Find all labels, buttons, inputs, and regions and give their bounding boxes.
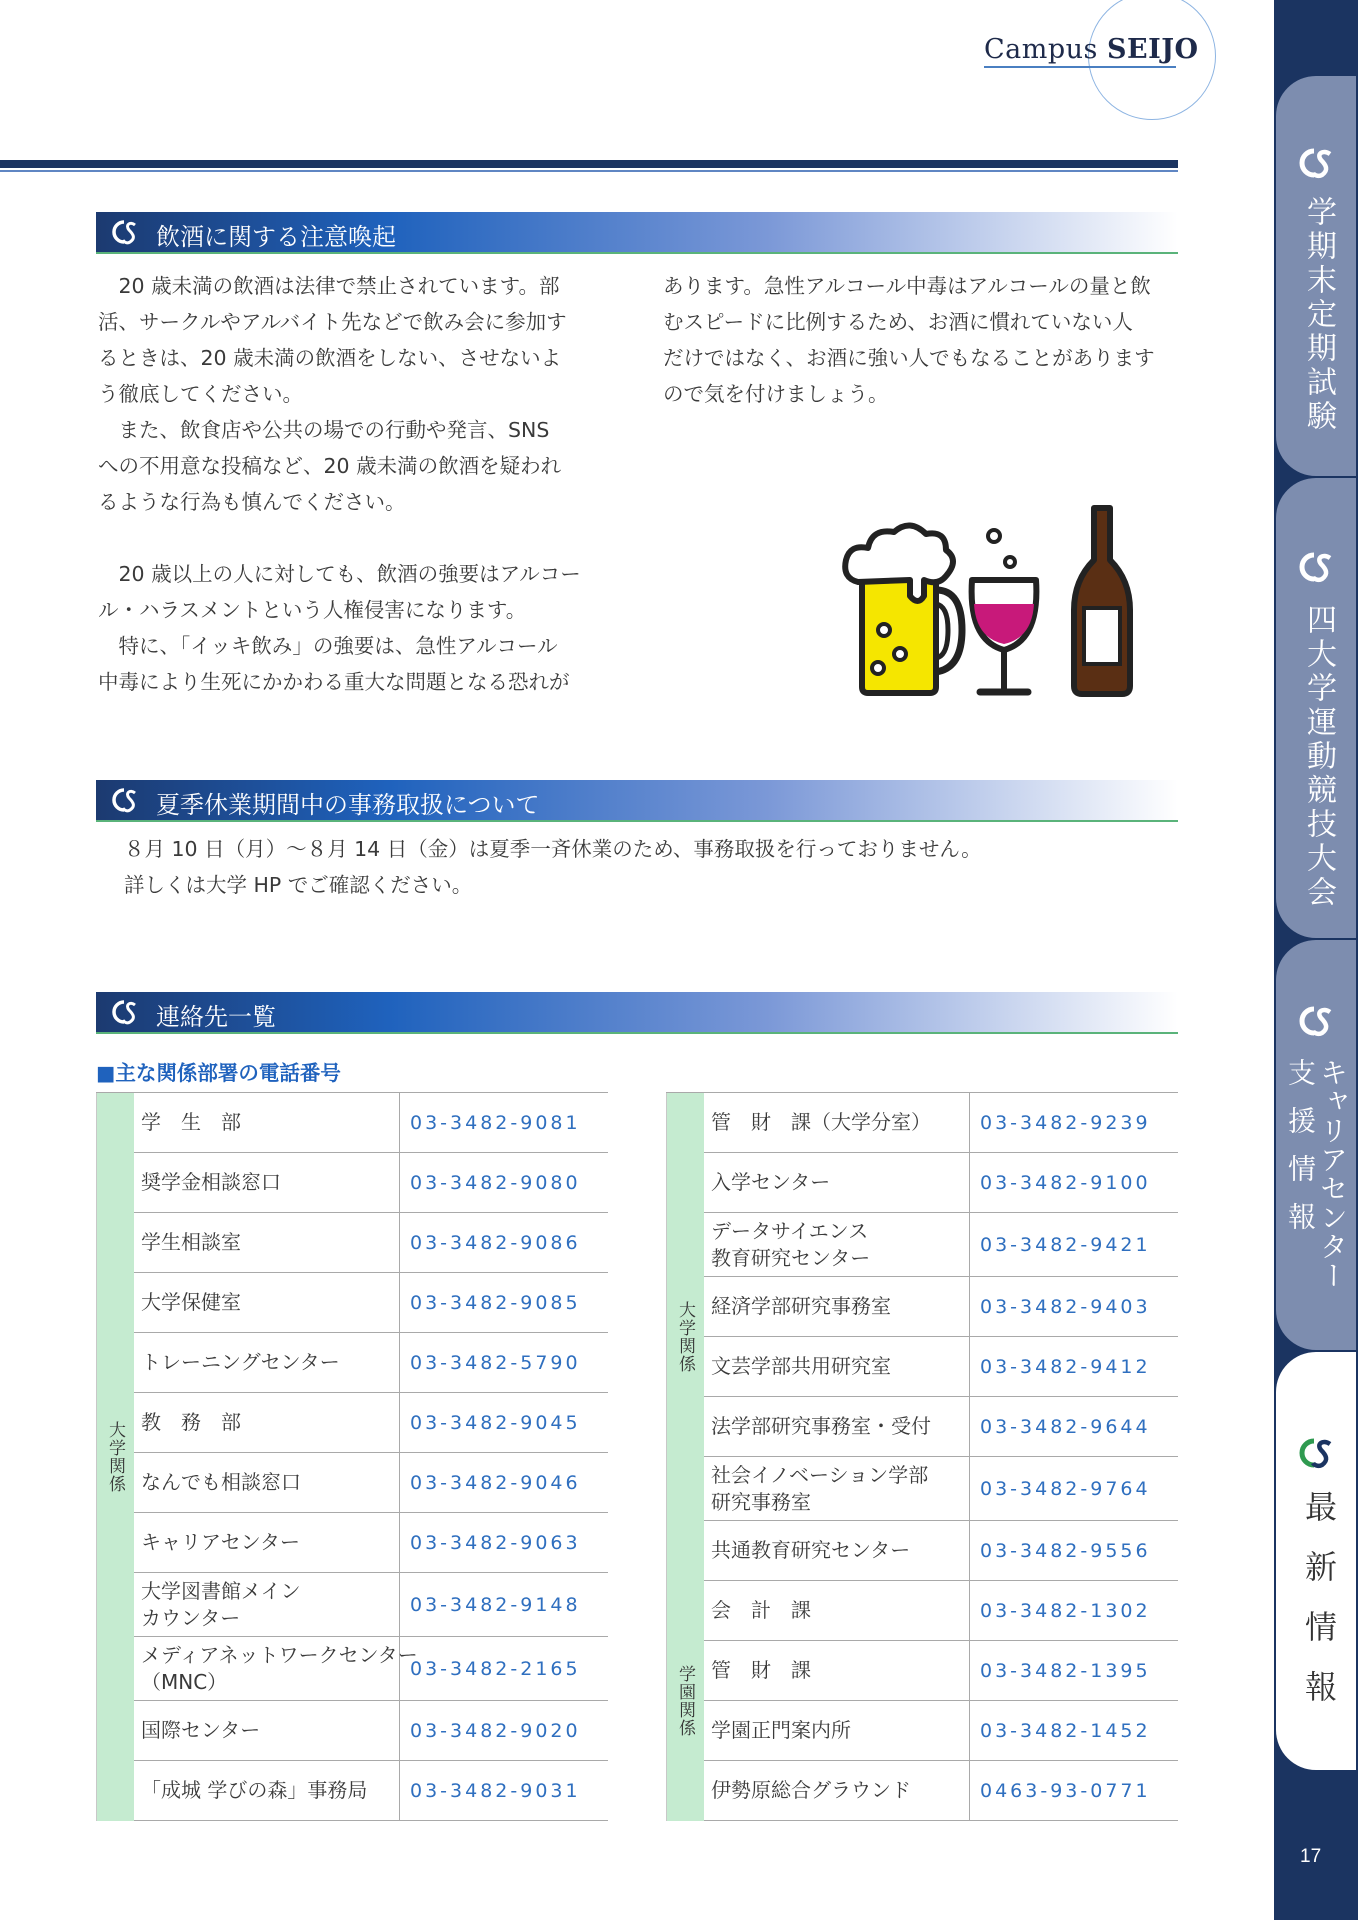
phone-number: 03-3482-9403 xyxy=(980,1295,1151,1318)
table-row xyxy=(704,1701,1178,1761)
contacts-subheading: ■主な関係部署の電話番号 xyxy=(96,1061,341,1085)
department-name: 学園正門案内所 xyxy=(704,1701,970,1760)
department-name: 学生相談室 xyxy=(134,1213,400,1272)
table-row xyxy=(134,1393,608,1453)
text-line: 中毒により生死にかかわる重大な問題となる恐れが xyxy=(98,670,570,694)
phone-number: 03-3482-9148 xyxy=(410,1593,581,1616)
brand-underline xyxy=(984,66,1176,68)
section-title: 連絡先一覧 xyxy=(156,1003,276,1031)
table-group-university xyxy=(96,1093,608,1821)
section-header-drinking xyxy=(96,212,1178,254)
text-line: ル・ハラスメントという人権侵害になります。 xyxy=(98,598,527,622)
table-row xyxy=(704,1457,1178,1521)
phone-number: 03-3482-1395 xyxy=(980,1659,1151,1682)
phone-number: 03-3482-9100 xyxy=(980,1171,1151,1194)
phone-number: 03-3482-9085 xyxy=(410,1291,581,1314)
department-name: 伊勢原総合グラウンド xyxy=(704,1761,970,1820)
summer-text xyxy=(124,831,982,903)
tab-latest-news[interactable] xyxy=(1276,1352,1356,1770)
table-row xyxy=(704,1153,1178,1213)
drinking-text-left xyxy=(98,268,581,700)
text-line: むスピードに比例するため、お酒に慣れていない人 xyxy=(663,310,1133,334)
tab-career-center[interactable] xyxy=(1276,940,1356,1350)
phone-number: 03-3482-9063 xyxy=(410,1531,581,1554)
phone-number: 03-3482-9421 xyxy=(980,1233,1151,1256)
department-name: 法学部研究事務室・受付 xyxy=(704,1397,970,1456)
table-row xyxy=(704,1521,1178,1581)
department-name: 国際センター xyxy=(134,1701,400,1760)
department-name: 文芸学部共用研究室 xyxy=(704,1337,970,1396)
department-name: 経済学部研究事務室 xyxy=(704,1277,970,1336)
table-row xyxy=(704,1761,1178,1821)
phone-number: 03-3482-9556 xyxy=(980,1539,1151,1562)
department-name: メディアネットワークセンター （MNC） xyxy=(134,1637,400,1700)
page-number: 17 xyxy=(1300,1846,1322,1867)
phone-number: 03-3482-1302 xyxy=(980,1599,1151,1622)
top-rule xyxy=(0,160,1178,168)
table-row xyxy=(134,1701,608,1761)
department-name: 大学図書館メイン カウンター xyxy=(134,1573,400,1636)
phone-number: 03-3482-9020 xyxy=(410,1719,581,1742)
wine-bottle-icon xyxy=(1074,508,1130,694)
text-line: あります。急性アルコール中毒はアルコールの量と飲 xyxy=(663,274,1151,298)
tab-label-col1: キャリアセンター xyxy=(1316,1058,1349,1290)
section-header-contacts xyxy=(96,992,1178,1034)
tab-label: 最新情報 xyxy=(1300,1490,1338,1730)
tab-sports-meet[interactable] xyxy=(1276,478,1356,938)
table-row xyxy=(704,1093,1178,1153)
wine-glass-icon xyxy=(972,530,1037,692)
table-row xyxy=(134,1273,608,1333)
brand-campus: Campus xyxy=(984,34,1098,65)
table-row xyxy=(704,1581,1178,1641)
department-name: データサイエンス 教育研究センター xyxy=(704,1213,970,1276)
text-line: ので気を付けましょう。 xyxy=(663,382,889,406)
contacts-table-left xyxy=(96,1092,608,1821)
phone-number: 03-3482-5790 xyxy=(410,1351,581,1374)
tab-exams[interactable] xyxy=(1276,76,1356,476)
tab-label: 四大学運動競技大会 xyxy=(1301,604,1336,910)
table-group-university xyxy=(666,1093,1178,1581)
department-name: 管 財 課 xyxy=(704,1641,970,1700)
table-row xyxy=(134,1333,608,1393)
department-name: 学 生 部 xyxy=(134,1093,400,1152)
cs-logo-icon xyxy=(1292,1004,1338,1038)
cs-logo-icon xyxy=(108,785,142,815)
section-title: 飲酒に関する注意喚起 xyxy=(156,223,396,251)
text-line: への不用意な投稿など、20 歳未満の飲酒を疑われ xyxy=(98,454,562,478)
contacts-table-right xyxy=(666,1092,1178,1821)
cs-logo-icon xyxy=(108,217,142,247)
department-name: キャリアセンター xyxy=(134,1513,400,1572)
text-line: 活、サークルやアルバイト先などで飲み会に参加す xyxy=(98,310,567,334)
table-row xyxy=(134,1761,608,1821)
phone-number: 03-3482-9412 xyxy=(980,1355,1151,1378)
department-name: 管 財 課（大学分室） xyxy=(704,1093,970,1152)
department-name: 大学保健室 xyxy=(134,1273,400,1332)
cs-logo-icon xyxy=(1292,146,1338,180)
brand-seijo: SEIJO xyxy=(1106,34,1199,65)
department-name: 共通教育研究センター xyxy=(704,1521,970,1580)
tab-label-col2: 支援情報 xyxy=(1284,1058,1317,1250)
table-row xyxy=(134,1093,608,1153)
phone-number: 03-3482-9046 xyxy=(410,1471,581,1494)
phone-number: 03-3482-9081 xyxy=(410,1111,581,1134)
tab-label: 学期末定期試験 xyxy=(1301,196,1336,434)
category-label: 大学関係 xyxy=(675,1301,695,1373)
table-row xyxy=(134,1453,608,1513)
phone-number: 03-3482-9764 xyxy=(980,1477,1151,1500)
text-line: 20 歳未満の飲酒は法律で禁止されています。部 xyxy=(98,274,560,298)
brand-title xyxy=(984,34,1199,65)
text-line: う徹底してください。 xyxy=(98,382,303,406)
cs-logo-icon xyxy=(1292,1436,1338,1470)
table-group-gakuen xyxy=(666,1581,1178,1821)
text-line: るような行為も慎んでください。 xyxy=(98,490,406,514)
category-cell xyxy=(97,1093,134,1821)
table-row xyxy=(134,1153,608,1213)
text-line: 20 歳以上の人に対しても、飲酒の強要はアルコー xyxy=(98,562,581,586)
drinking-text-right xyxy=(663,268,1155,412)
phone-number: 03-3482-9644 xyxy=(980,1415,1151,1438)
department-name: なんでも相談窓口 xyxy=(134,1453,400,1512)
phone-number: 03-3482-9031 xyxy=(410,1779,581,1802)
category-cell xyxy=(667,1093,704,1581)
category-label: 大学関係 xyxy=(105,1421,125,1493)
department-name: 「成城 学びの森」事務局 xyxy=(134,1761,400,1820)
summer-line-1: ８月 10 日（月）～８月 14 日（金）は夏季一斉休業のため、事務取扱を行っておりません。 xyxy=(124,837,982,861)
department-name: 入学センター xyxy=(704,1153,970,1212)
cs-logo-icon xyxy=(1292,550,1338,584)
table-row xyxy=(704,1277,1178,1337)
phone-number: 03-3482-2165 xyxy=(410,1657,581,1680)
table-row xyxy=(134,1513,608,1573)
table-row xyxy=(134,1573,608,1637)
text-line: だけではなく、お酒に強い人でもなることがあります xyxy=(663,346,1155,370)
department-name: 会 計 課 xyxy=(704,1581,970,1640)
table-row xyxy=(704,1397,1178,1457)
department-name: トレーニングセンター xyxy=(134,1333,400,1392)
alcohol-illustration xyxy=(828,500,1148,700)
table-row xyxy=(704,1337,1178,1397)
department-name: 教 務 部 xyxy=(134,1393,400,1452)
table-row xyxy=(134,1637,608,1701)
phone-number: 03-3482-9086 xyxy=(410,1231,581,1254)
table-row xyxy=(134,1213,608,1273)
cs-logo-icon xyxy=(108,997,142,1027)
department-name: 社会イノベーション学部 研究事務室 xyxy=(704,1457,970,1520)
category-label: 学園関係 xyxy=(675,1665,695,1737)
section-header-summer xyxy=(96,780,1178,822)
department-name: 奨学金相談窓口 xyxy=(134,1153,400,1212)
text-line: また、飲食店や公共の場での行動や発言、SNS xyxy=(98,418,550,442)
phone-number: 0463-93-0771 xyxy=(980,1779,1151,1802)
summer-line-2: 詳しくは大学 HP でご確認ください。 xyxy=(124,873,473,897)
top-rule-thin xyxy=(0,170,1178,172)
beer-mug-icon xyxy=(845,525,962,693)
text-line: るときは、20 歳未満の飲酒をしない、させないよ xyxy=(98,346,562,370)
section-title: 夏季休業期間中の事務取扱について xyxy=(156,791,540,819)
phone-number: 03-3482-9045 xyxy=(410,1411,581,1434)
phone-number: 03-3482-9239 xyxy=(980,1111,1151,1134)
text-line: 特に、「イッキ飲み」の強要は、急性アルコール xyxy=(98,634,558,658)
table-row xyxy=(704,1213,1178,1277)
phone-number: 03-3482-9080 xyxy=(410,1171,581,1194)
table-row xyxy=(704,1641,1178,1701)
text-line xyxy=(98,520,581,556)
category-cell xyxy=(667,1581,704,1821)
phone-number: 03-3482-1452 xyxy=(980,1719,1151,1742)
